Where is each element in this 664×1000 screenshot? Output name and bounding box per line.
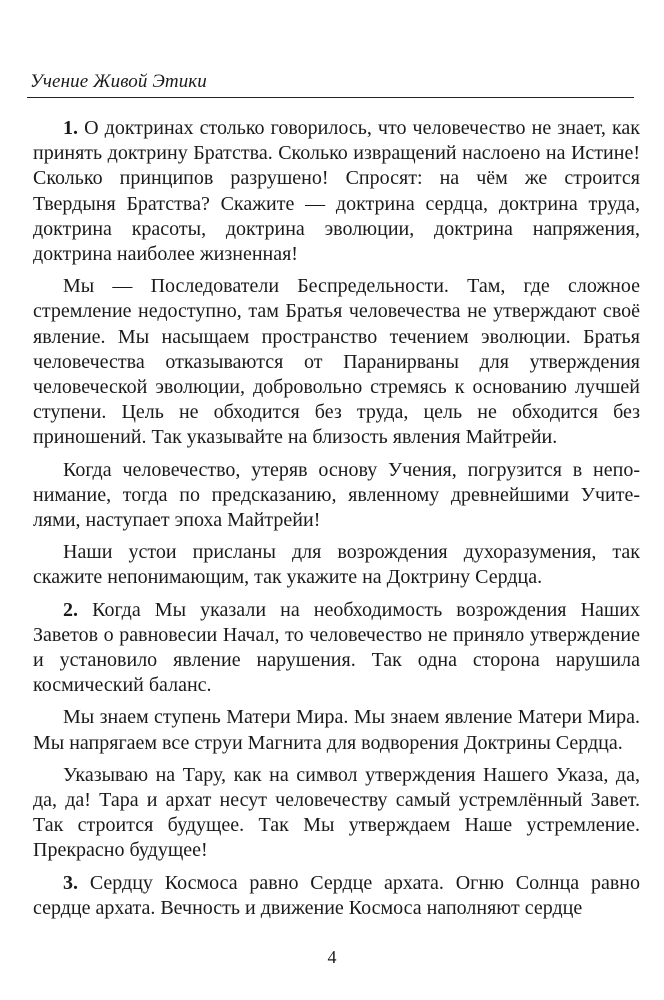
section-number: 1. <box>63 117 78 139</box>
paragraph-text: Наши устои присланы для возрождения духоразумения, так скажите непонимающим, так укажите на Доктрину Сердца. <box>33 541 640 589</box>
paragraph-2 <box>33 274 640 450</box>
body-text <box>33 116 640 928</box>
paragraph-8 <box>33 871 640 921</box>
page-number: 4 <box>327 947 337 967</box>
paragraph-4 <box>33 540 640 590</box>
section-number: 2. <box>63 598 78 621</box>
paragraph-7 <box>33 763 640 864</box>
paragraph-text: Когда Мы указали на необходимость возрождения Наших Заветов о равновесии Начал, то человечество не приняло утверждение и установило явление нарушения. Так одна сторона нарушила космический баланс. <box>33 598 640 697</box>
paragraph-5 <box>33 598 640 699</box>
paragraph-3 <box>33 458 640 534</box>
paragraph-text: Указываю на Тару, как на символ утверждения Нашего Указа, да, да, да! Тара и архат несут человечеству самый устремлённый Завет. Так строится будущее. Так Мы утверждаем Наше устремление. Прекрасно будущее! <box>33 763 640 862</box>
paragraph-text: О доктринах столько говорилось, что человечество не знает, как принять доктрину Братства. Сколько извращений наслоено на Истине! Сколько принципов разрушено! Спросят: на чём же строится Твердыня Братства? Скажите — доктрина сердца, доктрина труда, доктрина красоты, доктрина эволюции, доктрина напряжения, доктрина наиболее жизненная! <box>33 117 641 266</box>
header-rule <box>27 97 634 98</box>
paragraph-6 <box>33 705 640 755</box>
paragraph-text: Когда человечество, утеряв основу Учения, погрузится в непонимание, тогда по предсказанию, явленному древнейшими Учителями, наступает эпоха Майтрейи! <box>33 458 640 532</box>
paragraph-text: Сердцу Космоса равно Сердце архата. Огню Солнца равно сердце архата. Вечность и движение Космоса наполняют сердце <box>33 871 640 919</box>
paragraph-text: Мы знаем ступень Матери Мира. Мы знаем явление Матери Мира. Мы напрягаем все струи Магнита для водворения Доктрины Сердца. <box>33 706 640 754</box>
paragraph-1 <box>33 116 640 267</box>
section-number: 3. <box>63 871 78 894</box>
paragraph-text: Мы — Последователи Беспредельности. Там, где сложное стремление недоступно, там Братья человечества не утверждают своё явление. Мы насыщаем пространство течением эволюции. Братья человечества отказываются от Паранирваны для утверждения человеческой эволюции, добровольно стремясь к основанию лучшей ступени. Цель не обходится без труда, цель не обходится без приношений. Так указывайте на близость явления Майтрейи. <box>33 275 640 449</box>
running-header: Учение Живой Этики <box>30 71 207 92</box>
